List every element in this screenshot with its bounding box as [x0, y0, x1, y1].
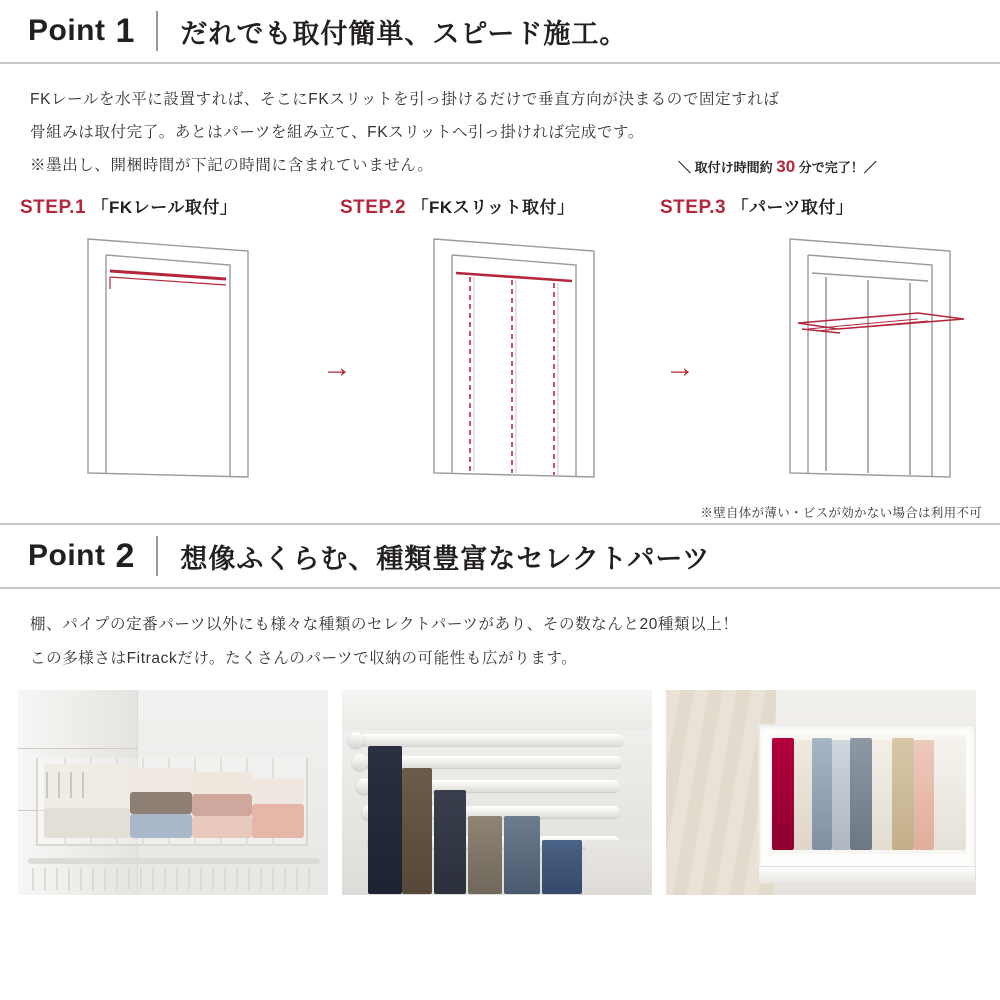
- wire-basket: [36, 758, 308, 846]
- side-panel: [586, 840, 652, 894]
- heading-divider: [156, 11, 158, 51]
- step-2-label: [340, 193, 660, 219]
- pant-item: [402, 768, 432, 894]
- step-1-name: STEP.1: [20, 197, 87, 219]
- photo-trouser-hanger: [342, 690, 652, 895]
- step-1-diagram: [60, 233, 280, 488]
- step-column-3: [660, 157, 980, 219]
- point2-word: Point: [28, 539, 106, 573]
- step-3-diagram: [768, 233, 993, 488]
- photo-drawer-clothes: [666, 690, 976, 895]
- lower-rail: [28, 858, 320, 864]
- doorway-parts-svg: [768, 233, 993, 483]
- cloth-item: [812, 738, 832, 850]
- lower-wire-shelf: [32, 868, 316, 890]
- point2-paragraph-1: 棚、パイプの定番パーツ以外にも様々な種類のセレクトパーツがあり、その数なんと20種類以上！: [30, 616, 739, 634]
- cloth-item: [934, 738, 966, 850]
- pant-item: [504, 816, 540, 894]
- cloth-item: [794, 740, 812, 850]
- drawer-front: [758, 866, 976, 884]
- point1-footnote: ※壁自体が薄い・ビスが効かない場合は利用不可: [700, 506, 982, 521]
- point2-heading: [0, 525, 1000, 587]
- point1-paragraph-1: FKレールを水平に設置すれば、そこにFKスリットを引っ掛けるだけで垂直方向が決まるので固定すれば: [30, 91, 780, 108]
- towel-item: [44, 764, 130, 810]
- cloth-item: [850, 738, 872, 850]
- photo-wire-basket: [18, 690, 328, 895]
- cloth-item: [892, 738, 914, 850]
- towel-item: [192, 794, 252, 816]
- pant-item: [542, 840, 582, 894]
- badge-prefix: ＼ 取付け時間約: [678, 160, 773, 176]
- install-time-badge: [678, 157, 877, 177]
- towel-item: [130, 792, 192, 814]
- step-1-label: [20, 193, 340, 219]
- drawer-interior: [770, 734, 966, 854]
- point1-paragraph-2: 骨組みは取付完了。あとはパーツを組み立て、FKスリットへ引っ掛ければ完成です。: [30, 124, 644, 142]
- badge-minutes: 30: [776, 157, 796, 177]
- pant-item: [368, 746, 402, 894]
- point2-number: 2: [115, 536, 135, 575]
- towel-item: [252, 778, 304, 804]
- badge-suffix: 分で完了！／: [798, 160, 877, 176]
- towel-item: [44, 808, 130, 838]
- rail-knob: [352, 754, 368, 770]
- cloth-item: [872, 740, 892, 850]
- trouser-rail: [360, 734, 624, 746]
- step-2-diagram: [408, 233, 638, 488]
- step-column-1: [20, 193, 340, 219]
- towel-item: [192, 816, 252, 838]
- step-3-name: STEP.3: [660, 197, 727, 219]
- point1-number: 1: [115, 11, 135, 50]
- point2-body: [0, 589, 1000, 671]
- pant-item: [468, 816, 502, 894]
- step-2-name: STEP.2: [340, 197, 407, 219]
- doorway-rail-svg: [60, 233, 280, 483]
- step-3-text: 「パーツ取付」: [731, 198, 854, 218]
- doorway-slits-svg: [408, 233, 638, 483]
- step-column-2: [340, 193, 660, 219]
- point2-paragraph-2: この多様さはFitrackだけ。たくさんのパーツで収納の可能性も広がります。: [30, 649, 578, 667]
- step-1-text: 「FKレール取付」: [91, 198, 238, 218]
- point1-note: ※墨出し、開梱時間が下記の時間に含まれていません。: [30, 157, 434, 175]
- rail-knob: [348, 732, 364, 748]
- point1-word: Point: [28, 14, 106, 47]
- point2-title: 想像ふくらむ、種類豊富なセレクトパーツ: [180, 543, 711, 574]
- heading-divider: [156, 536, 158, 576]
- cloth-item: [914, 740, 934, 850]
- cabinet-line: [18, 748, 138, 749]
- point1-heading: [0, 0, 1000, 62]
- towel-item: [130, 814, 192, 838]
- trouser-rail: [364, 756, 622, 768]
- step-2-text: 「FKスリット取付」: [411, 198, 575, 218]
- arrow-step2-to-step3: →: [665, 351, 695, 385]
- point1-title: だれでも取付簡単、スピード施工。: [180, 18, 628, 49]
- upper-shelf: [342, 690, 652, 730]
- cloth-item: [832, 740, 850, 850]
- step-3-label: [660, 193, 980, 219]
- towel-item: [130, 768, 192, 792]
- arrow-step1-to-step2: →: [322, 351, 352, 385]
- towel-item: [192, 772, 252, 794]
- pant-item: [434, 790, 466, 894]
- cloth-item: [772, 738, 794, 850]
- photo-gallery: [0, 678, 1000, 895]
- towel-item: [252, 804, 304, 838]
